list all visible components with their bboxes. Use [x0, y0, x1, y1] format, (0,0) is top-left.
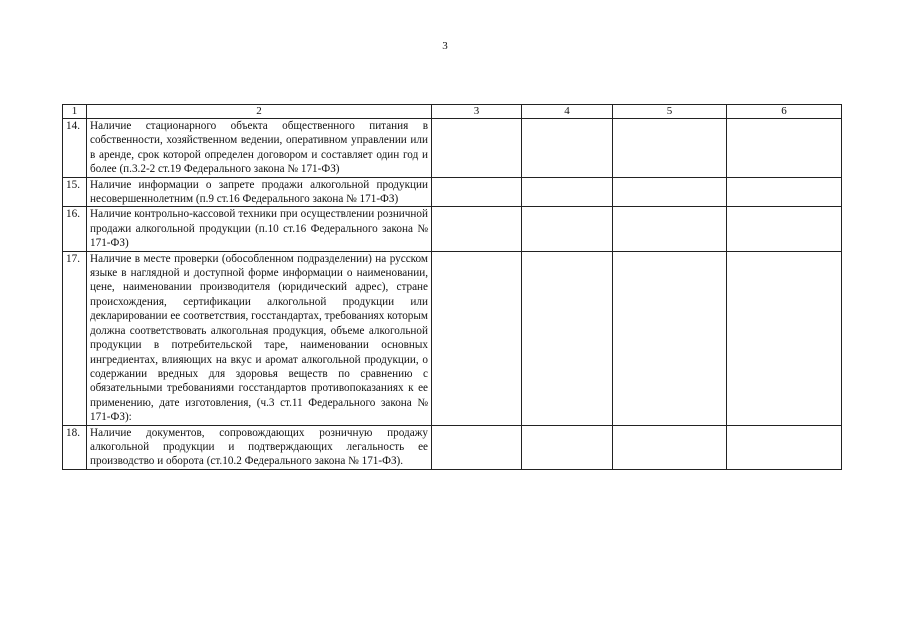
empty-cell [727, 207, 842, 251]
column-header: 6 [727, 105, 842, 119]
row-description: Наличие документов, сопровождающих розничную продажу алкогольной продукции и подтверждающих легальность ее производство и оборота (ст.10.2 Федерального закона № 171-ФЗ). [87, 425, 432, 469]
table-row [63, 177, 842, 207]
empty-cell [432, 177, 522, 207]
empty-cell [727, 425, 842, 469]
table-row [63, 251, 842, 425]
empty-cell [432, 119, 522, 178]
table-row [63, 207, 842, 251]
column-header: 1 [63, 105, 87, 119]
row-number: 14. [63, 119, 87, 178]
empty-cell [727, 177, 842, 207]
empty-cell [613, 251, 727, 425]
empty-cell [522, 251, 613, 425]
column-header: 4 [522, 105, 613, 119]
row-description: Наличие контрольно-кассовой техники при осуществлении розничной продажи алкогольной продукции (п.10 ст.16 Федерального закона № 171-ФЗ) [87, 207, 432, 251]
empty-cell [613, 425, 727, 469]
empty-cell [613, 119, 727, 178]
empty-cell [432, 207, 522, 251]
column-header: 2 [87, 105, 432, 119]
empty-cell [522, 207, 613, 251]
checklist-table [62, 104, 842, 470]
empty-cell [522, 177, 613, 207]
row-description: Наличие стационарного объекта общественного питания в собственности, хозяйственном ведении, оперативном управлении или в аренде, срок которой определен договором и составляет один год и более (п.3.2-2 ст.19 Федерального закона № 171-ФЗ) [87, 119, 432, 178]
row-description: Наличие информации о запрете продажи алкогольной продукции несовершеннолетним (п.9 ст.16 Федерального закона № 171-ФЗ) [87, 177, 432, 207]
empty-cell [522, 119, 613, 178]
row-number: 16. [63, 207, 87, 251]
empty-cell [432, 251, 522, 425]
table-row [63, 119, 842, 178]
header-row [63, 105, 842, 119]
empty-cell [522, 425, 613, 469]
empty-cell [727, 119, 842, 178]
empty-cell [727, 251, 842, 425]
table-row [63, 425, 842, 469]
row-number: 15. [63, 177, 87, 207]
column-header: 3 [432, 105, 522, 119]
row-number: 17. [63, 251, 87, 425]
page-number: 3 [442, 40, 448, 52]
row-number: 18. [63, 425, 87, 469]
empty-cell [613, 207, 727, 251]
column-header: 5 [613, 105, 727, 119]
row-description: Наличие в месте проверки (обособленном подразделении) на русском языке в наглядной и доступной форме информации о наименовании, цене, наименовании производителя (юридический адрес), стране происхождения, сертификации алкогольной продукции или декларировании ее соответствия, госстандартах, требованиях которым должна соответствовать алкогольная продукция, объеме алкогольной продукции в потребительской таре, наименовании основных ингредиентах, влияющих на вкус и аромат алкогольной продукции, о содержании вредных для здоровья веществ по сравнению с обязательными требованиями госстандартов противопоказаниях к ее применению, дате изготовления, (ч.3 ст.11 Федерального закона № 171-ФЗ): [87, 251, 432, 425]
empty-cell [432, 425, 522, 469]
empty-cell [613, 177, 727, 207]
